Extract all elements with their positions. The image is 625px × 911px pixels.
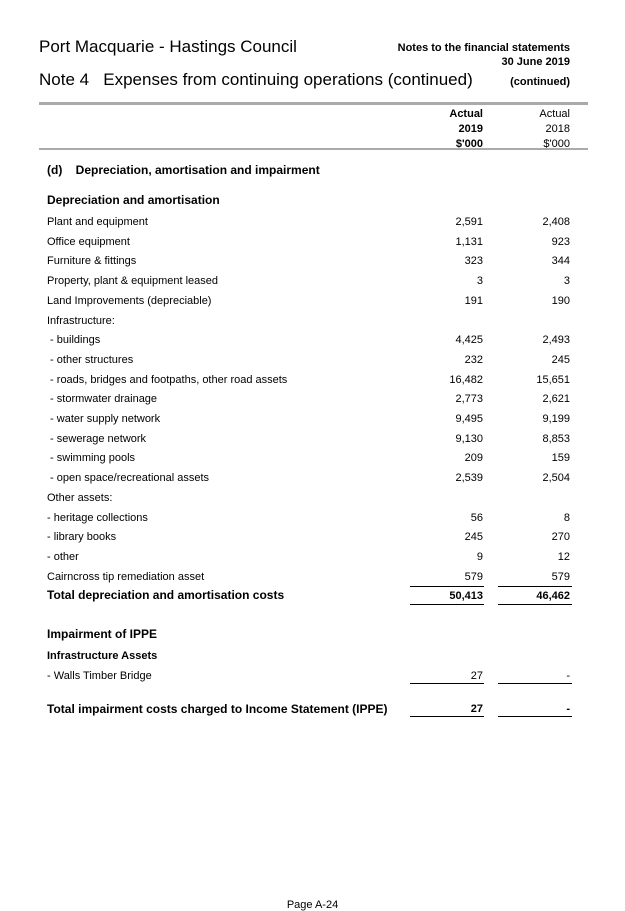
section-d-heading: (d) Depreciation, amortisation and impairment <box>47 163 320 177</box>
impairment-line-2018 <box>498 683 572 684</box>
row-value-2018: 245 <box>551 353 570 366</box>
row-label: Office equipment <box>47 235 130 248</box>
total-impairment-row <box>0 702 625 722</box>
row-value-2018: 8 <box>563 511 570 524</box>
table-row <box>0 236 625 256</box>
row-label: - swimming pools <box>47 452 136 465</box>
row-label: - library books <box>47 531 117 544</box>
impairment-line-2019 <box>410 683 484 684</box>
row-value-2019: 1,131 <box>455 235 483 248</box>
subtotal-line-2018 <box>498 586 572 587</box>
row-value-2018: 3 <box>563 275 570 288</box>
total-line-2018 <box>498 604 572 605</box>
impairment-row-2019: 27 <box>470 670 483 682</box>
row-value-2018: 159 <box>551 452 570 465</box>
row-label: - water supply network <box>47 413 161 425</box>
total-line-2019 <box>410 604 484 605</box>
row-value-2019: 191 <box>464 294 483 307</box>
row-value-2019: 2,773 <box>455 393 483 406</box>
table-row <box>0 354 625 374</box>
row-value-2019: 2,591 <box>455 216 483 228</box>
total-depreciation-2019: 50,413 <box>449 590 483 602</box>
total-depreciation-row <box>0 588 625 608</box>
row-value-2018: 15,651 <box>536 373 570 386</box>
row-label: Cairncross tip remediation asset <box>47 570 205 583</box>
impairment-row-2018: - <box>566 670 570 682</box>
row-value-2018: 923 <box>551 235 570 248</box>
row-value-2018: 8,853 <box>542 432 570 445</box>
row-label: Land Improvements (depreciable) <box>47 294 212 307</box>
row-value-2019: 9 <box>476 550 483 563</box>
row-value-2018: 12 <box>557 550 570 563</box>
infrastructure-assets-heading: Infrastructure Assets <box>47 650 158 662</box>
row-value-2019: 579 <box>464 570 483 583</box>
total-impairment-line-2018 <box>498 716 572 717</box>
row-value-2019: 245 <box>464 531 483 544</box>
table-row <box>0 255 625 275</box>
row-label: Other assets: <box>47 491 113 504</box>
notes-title: Notes to the financial statements <box>397 42 570 54</box>
statement-date: 30 June 2019 <box>501 56 570 68</box>
page-number: Page A-24 <box>286 899 339 911</box>
impairment-row-label: - Walls Timber Bridge <box>47 670 152 682</box>
row-value-2019: 3 <box>476 275 483 288</box>
subtotal-line-2019 <box>410 586 484 587</box>
total-depreciation-2018: 46,462 <box>536 590 570 602</box>
row-label: - stormwater drainage <box>47 393 158 406</box>
row-label: - heritage collections <box>47 511 148 524</box>
row-value-2019: 56 <box>470 511 483 524</box>
row-label: Plant and equipment <box>47 216 148 228</box>
row-value-2018: 2,408 <box>542 216 570 228</box>
row-label: - sewerage network <box>47 432 147 445</box>
table-row <box>0 492 625 512</box>
table-row <box>0 551 625 571</box>
row-label: - other structures <box>47 353 134 366</box>
row-label: Property, plant & equipment leased <box>47 275 219 288</box>
table-row <box>0 433 625 453</box>
row-value-2019: 232 <box>464 353 483 366</box>
row-value-2019: 9,495 <box>455 413 483 425</box>
total-impairment-line-2019 <box>410 716 484 717</box>
row-value-2019: 2,539 <box>455 472 483 485</box>
table-row <box>0 531 625 551</box>
note-title: Note 4 Expenses from continuing operations (continued) <box>39 70 473 89</box>
row-label: - other <box>47 550 79 563</box>
table-row <box>0 216 625 236</box>
row-value-2019: 323 <box>464 255 483 268</box>
column-header-2019: Actual 2019 $'000 <box>449 108 483 150</box>
row-value-2018: 270 <box>551 531 570 544</box>
table-row <box>0 295 625 315</box>
row-label: - roads, bridges and footpaths, other road assets <box>47 373 288 386</box>
table-row <box>0 512 625 532</box>
row-value-2019: 16,482 <box>449 373 483 386</box>
table-row <box>0 334 625 354</box>
total-impairment-label: Total impairment costs charged to Income Statement (IPPE) <box>47 702 388 716</box>
table-row <box>0 413 625 433</box>
row-value-2018: 190 <box>551 294 570 307</box>
row-value-2019: 4,425 <box>455 334 483 347</box>
row-label: Infrastructure: <box>47 314 115 327</box>
row-label: - open space/recreational assets <box>47 472 210 485</box>
column-header-2018: Actual 2018 $'000 <box>539 108 570 150</box>
row-value-2019: 209 <box>464 452 483 465</box>
row-label: Furniture & fittings <box>47 255 137 268</box>
table-row <box>0 452 625 472</box>
row-value-2018: 2,621 <box>542 393 570 406</box>
row-value-2018: 579 <box>551 570 570 583</box>
row-value-2018: 9,199 <box>542 413 570 425</box>
total-depreciation-label: Total depreciation and amortisation costs <box>47 588 285 602</box>
table-row <box>0 315 625 335</box>
row-value-2018: 2,504 <box>542 472 570 485</box>
continued-label: (continued) <box>510 76 570 88</box>
impairment-heading: Impairment of IPPE <box>47 627 158 641</box>
row-value-2018: 2,493 <box>542 334 570 347</box>
row-value-2018: 344 <box>551 255 570 268</box>
table-row <box>0 374 625 394</box>
council-name: Port Macquarie - Hastings Council <box>39 37 297 56</box>
table-row <box>0 393 625 413</box>
header-rule-top <box>39 102 588 105</box>
table-row <box>0 472 625 492</box>
impairment-row <box>0 670 625 690</box>
row-label: - buildings <box>47 334 101 347</box>
total-impairment-2019: 27 <box>470 703 483 715</box>
row-value-2019: 9,130 <box>455 432 483 445</box>
depreciation-heading: Depreciation and amortisation <box>47 193 220 207</box>
table-row <box>0 275 625 295</box>
total-impairment-2018: - <box>566 703 570 715</box>
header-rule-bottom <box>39 148 588 150</box>
